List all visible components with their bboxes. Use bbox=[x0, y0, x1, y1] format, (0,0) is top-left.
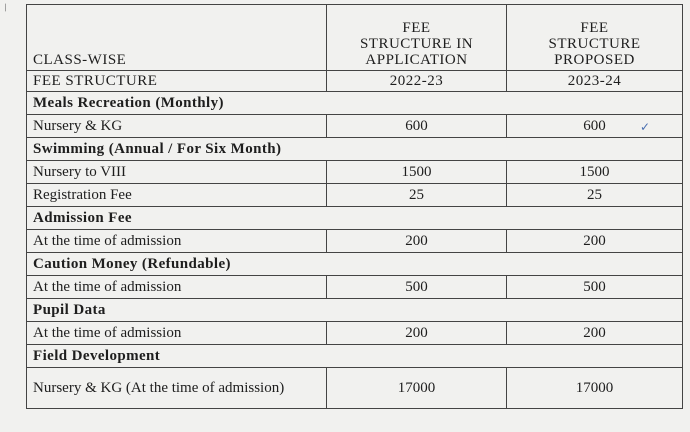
fee-2023-24-value: 500 bbox=[507, 276, 683, 299]
fee-2023-24-value: 17000 bbox=[507, 368, 683, 409]
section-row bbox=[27, 207, 683, 230]
fee-2023-24-value: 200 bbox=[507, 322, 683, 345]
table-row bbox=[27, 230, 683, 253]
fee-2022-23-value: 500 bbox=[327, 276, 507, 299]
table-body bbox=[27, 92, 683, 409]
fee-2022-23-value: 25 bbox=[327, 184, 507, 207]
section-label: Meals Recreation (Monthly) bbox=[27, 92, 683, 115]
fee-2022-23-value: 600 bbox=[327, 115, 507, 138]
section-label: Field Development bbox=[27, 345, 683, 368]
header-col3-line1: FEE bbox=[580, 20, 609, 36]
section-label: Swimming (Annual / For Six Month) bbox=[27, 138, 683, 161]
section-label: Caution Money (Refundable) bbox=[27, 253, 683, 276]
header-col3-line3: PROPOSED bbox=[554, 52, 635, 68]
header-col3-line2: STRUCTURE bbox=[548, 36, 641, 52]
pen-mark: ✓ bbox=[640, 120, 651, 134]
section-label: Admission Fee bbox=[27, 207, 683, 230]
header-class-wise-line1: CLASS-WISE bbox=[33, 52, 127, 68]
header-col3-year: 2023-24 bbox=[507, 70, 682, 89]
row-label: At the time of admission bbox=[27, 230, 327, 253]
fee-2022-23-value: 200 bbox=[327, 322, 507, 345]
row-label: Nursery to VIII bbox=[27, 161, 327, 184]
fee-2022-23-value: 17000 bbox=[327, 368, 507, 409]
header-class-wise bbox=[27, 5, 327, 92]
fee-2023-24-value: 200 bbox=[507, 230, 683, 253]
row-label: At the time of admission bbox=[27, 322, 327, 345]
fee-2023-24-value: 600 bbox=[507, 115, 683, 138]
row-label: Nursery & KG (At the time of admission) bbox=[27, 368, 327, 409]
row-label: At the time of admission bbox=[27, 276, 327, 299]
section-row bbox=[27, 299, 683, 322]
section-label: Pupil Data bbox=[27, 299, 683, 322]
section-row bbox=[27, 253, 683, 276]
table-row bbox=[27, 115, 683, 138]
section-row bbox=[27, 92, 683, 115]
header-col2-line1: FEE bbox=[402, 20, 431, 36]
table-row bbox=[27, 368, 683, 409]
fee-structure-table bbox=[26, 4, 683, 409]
header-class-wise-line2: FEE STRUCTURE bbox=[27, 70, 326, 89]
section-row bbox=[27, 138, 683, 161]
row-label: Registration Fee bbox=[27, 184, 327, 207]
table-row bbox=[27, 184, 683, 207]
pen-tick-mark: / bbox=[2, 1, 10, 15]
row-label: Nursery & KG bbox=[27, 115, 327, 138]
header-col2-line2: STRUCTURE IN bbox=[359, 36, 474, 52]
fee-2022-23-value: 1500 bbox=[327, 161, 507, 184]
fee-2023-24-value: 25 bbox=[507, 184, 683, 207]
fee-2022-23-value: 200 bbox=[327, 230, 507, 253]
section-row bbox=[27, 345, 683, 368]
table-row bbox=[27, 276, 683, 299]
fee-2023-24-value: 1500 bbox=[507, 161, 683, 184]
header-fee-2022-23 bbox=[327, 5, 507, 92]
header-col2-line3: APPLICATION bbox=[365, 52, 468, 68]
table-row bbox=[27, 322, 683, 345]
header-col2-year: 2022-23 bbox=[327, 70, 506, 89]
table-header-row bbox=[27, 5, 683, 92]
table-row bbox=[27, 161, 683, 184]
header-fee-2023-24 bbox=[507, 5, 683, 92]
